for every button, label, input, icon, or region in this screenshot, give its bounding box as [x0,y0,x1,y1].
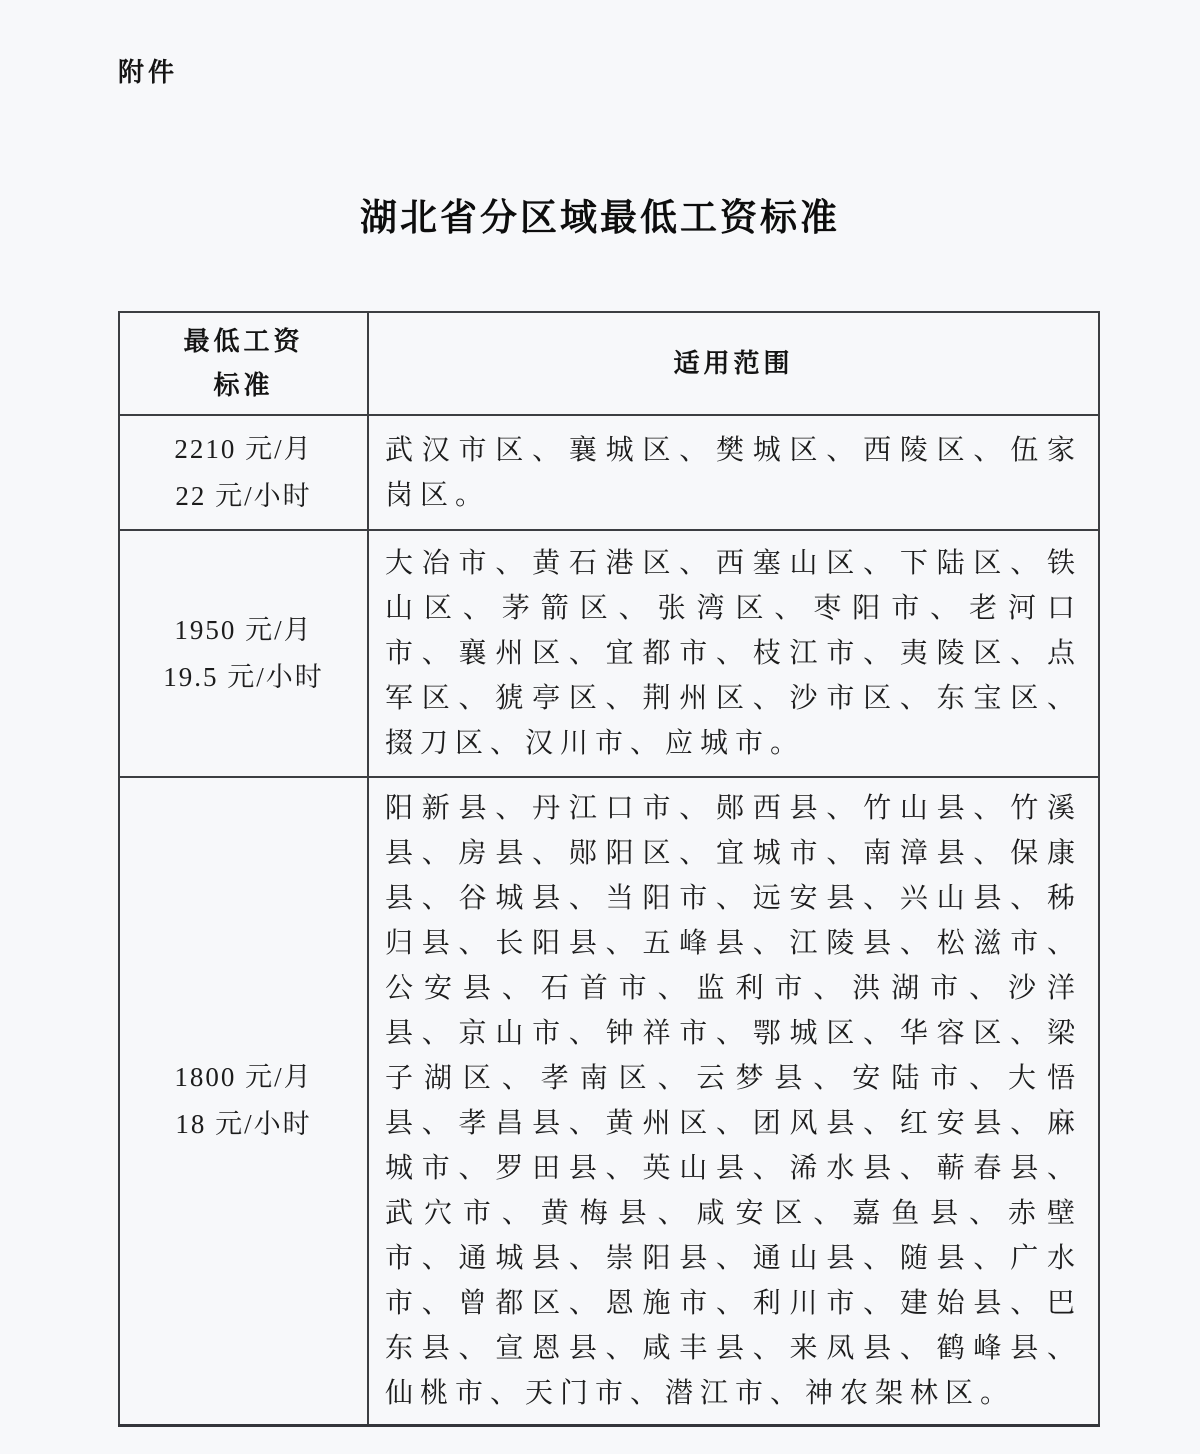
header-wage-standard [119,312,368,415]
table-row [119,415,1099,530]
wage-hourly: 19.5 元/小时 [163,661,324,692]
wage-standard-cell [119,415,368,530]
header-applicable-scope: 适用范围 [368,312,1099,415]
document-title: 湖北省分区域最低工资标准 [360,198,840,239]
wage-monthly: 2210 元/月 [174,433,313,464]
table-header [119,312,1099,415]
scope-cell: 武汉市区、襄城区、樊城区、西陵区、伍家岗区。 [368,415,1099,530]
wage-hourly: 22 元/小时 [175,480,312,511]
wage-standard-cell [119,530,368,777]
table-row [119,777,1099,1426]
header-wage-line2: 标准 [213,370,274,400]
table-body [119,415,1099,1426]
attachment-label: 附件 [118,57,179,87]
header-wage-line1: 最低工资 [183,326,304,356]
wage-monthly: 1950 元/月 [174,614,313,645]
scope-cell: 阳新县、丹江口市、郧西县、竹山县、竹溪县、房县、郧阳区、宜城市、南漳县、保康县、谷城县、当阳市、远安县、兴山县、秭归县、长阳县、五峰县、江陵县、松滋市、公安县、石首市、监利市、洪湖市、沙洋县、京山市、钟祥市、鄂城区、华容区、梁子湖区、孝南区、云梦县、安陆市、大悟县、孝昌县、黄州区、团风县、红安县、麻城市、罗田县、英山县、浠水县、蕲春县、武穴市、黄梅县、咸安区、嘉鱼县、赤壁市、通城县、崇阳县、通山县、随县、广水市、曾都区、恩施市、利川市、建始县、巴东县、宣恩县、咸丰县、来凤县、鹤峰县、仙桃市、天门市、潜江市、神农架林区。 [368,777,1099,1426]
header-row [119,312,1099,415]
wage-monthly: 1800 元/月 [174,1062,313,1092]
scope-cell: 大冶市、黄石港区、西塞山区、下陆区、铁山区、茅箭区、张湾区、枣阳市、老河口市、襄州区、宜都市、枝江市、夷陵区、点军区、猇亭区、荆州区、沙市区、东宝区、掇刀区、汉川市、应城市。 [368,530,1099,777]
wage-standard-cell [119,777,368,1426]
minimum-wage-table [118,311,1100,1427]
wage-hourly: 18 元/小时 [175,1109,312,1139]
table-row [119,530,1099,777]
